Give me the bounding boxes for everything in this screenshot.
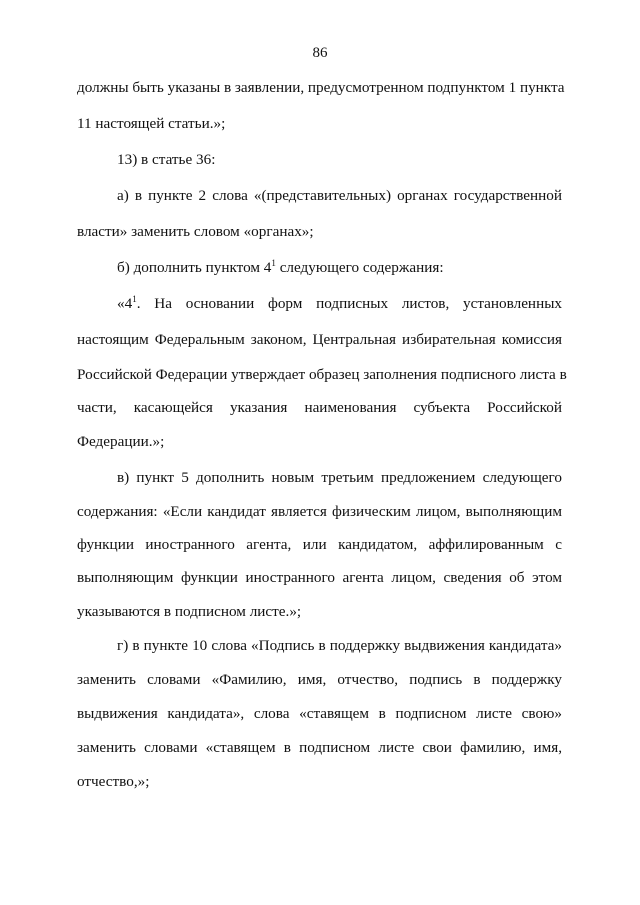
- text-line: г) в пункте 10 слова «Подпись в поддержку выдвижения кандидата»: [117, 637, 562, 654]
- text-line: выполняющим функции иностранного агента лицом, сведения об этом: [77, 569, 562, 586]
- text-segment: [117, 294, 137, 314]
- text-segment: б) дополнить пунктом 4: [117, 259, 272, 276]
- text-line: Российской Федерации утверждает образец заполнения подписного листа в: [77, 366, 567, 383]
- text-line: должны быть указаны в заявлении, предусмотренном подпунктом 1 пункта: [77, 79, 565, 96]
- text-line: а) в пункте 2 слова «(представительных) органах государственной: [117, 187, 562, 204]
- superscript: 1: [132, 294, 137, 304]
- text-line: власти» заменить словом «органах»;: [77, 223, 314, 240]
- text-line: отчество,»;: [77, 773, 150, 790]
- text-line: части, касающейся указания наименования субъекта Российской: [77, 399, 562, 416]
- text-segment: следующего содержания:: [275, 259, 444, 276]
- text-line: заменить словами «ставящем в подписном листе свои фамилию, имя,: [77, 739, 562, 756]
- text-line: Федерации.»;: [77, 433, 165, 450]
- text-segment: «4: [117, 295, 133, 312]
- text-segment: . На основании форм подписных листов, установленных: [136, 295, 562, 312]
- text-line: 13) в статье 36:: [117, 151, 216, 168]
- text-line: указываются в подписном листе.»;: [77, 603, 302, 620]
- text-line: выдвижения кандидата», слова «ставящем в подписном листе свою»: [77, 705, 562, 722]
- text-line: функции иностранного агента, или кандидатом, аффилированным с: [77, 536, 562, 553]
- text-line: содержания: «Если кандидат является физическим лицом, выполняющим: [77, 503, 562, 520]
- superscript: 1: [271, 258, 276, 268]
- text-line: [117, 294, 562, 314]
- text-line: 11 настоящей статьи.»;: [77, 115, 226, 132]
- text-line: заменить словами «Фамилию, имя, отчество, подпись в поддержку: [77, 671, 562, 688]
- page-number: 86: [312, 45, 328, 61]
- text-line: в) пункт 5 дополнить новым третьим предложением следующего: [117, 469, 562, 486]
- text-line: настоящим Федеральным законом, Центральная избирательная комиссия: [77, 331, 562, 348]
- text-line: [117, 258, 562, 278]
